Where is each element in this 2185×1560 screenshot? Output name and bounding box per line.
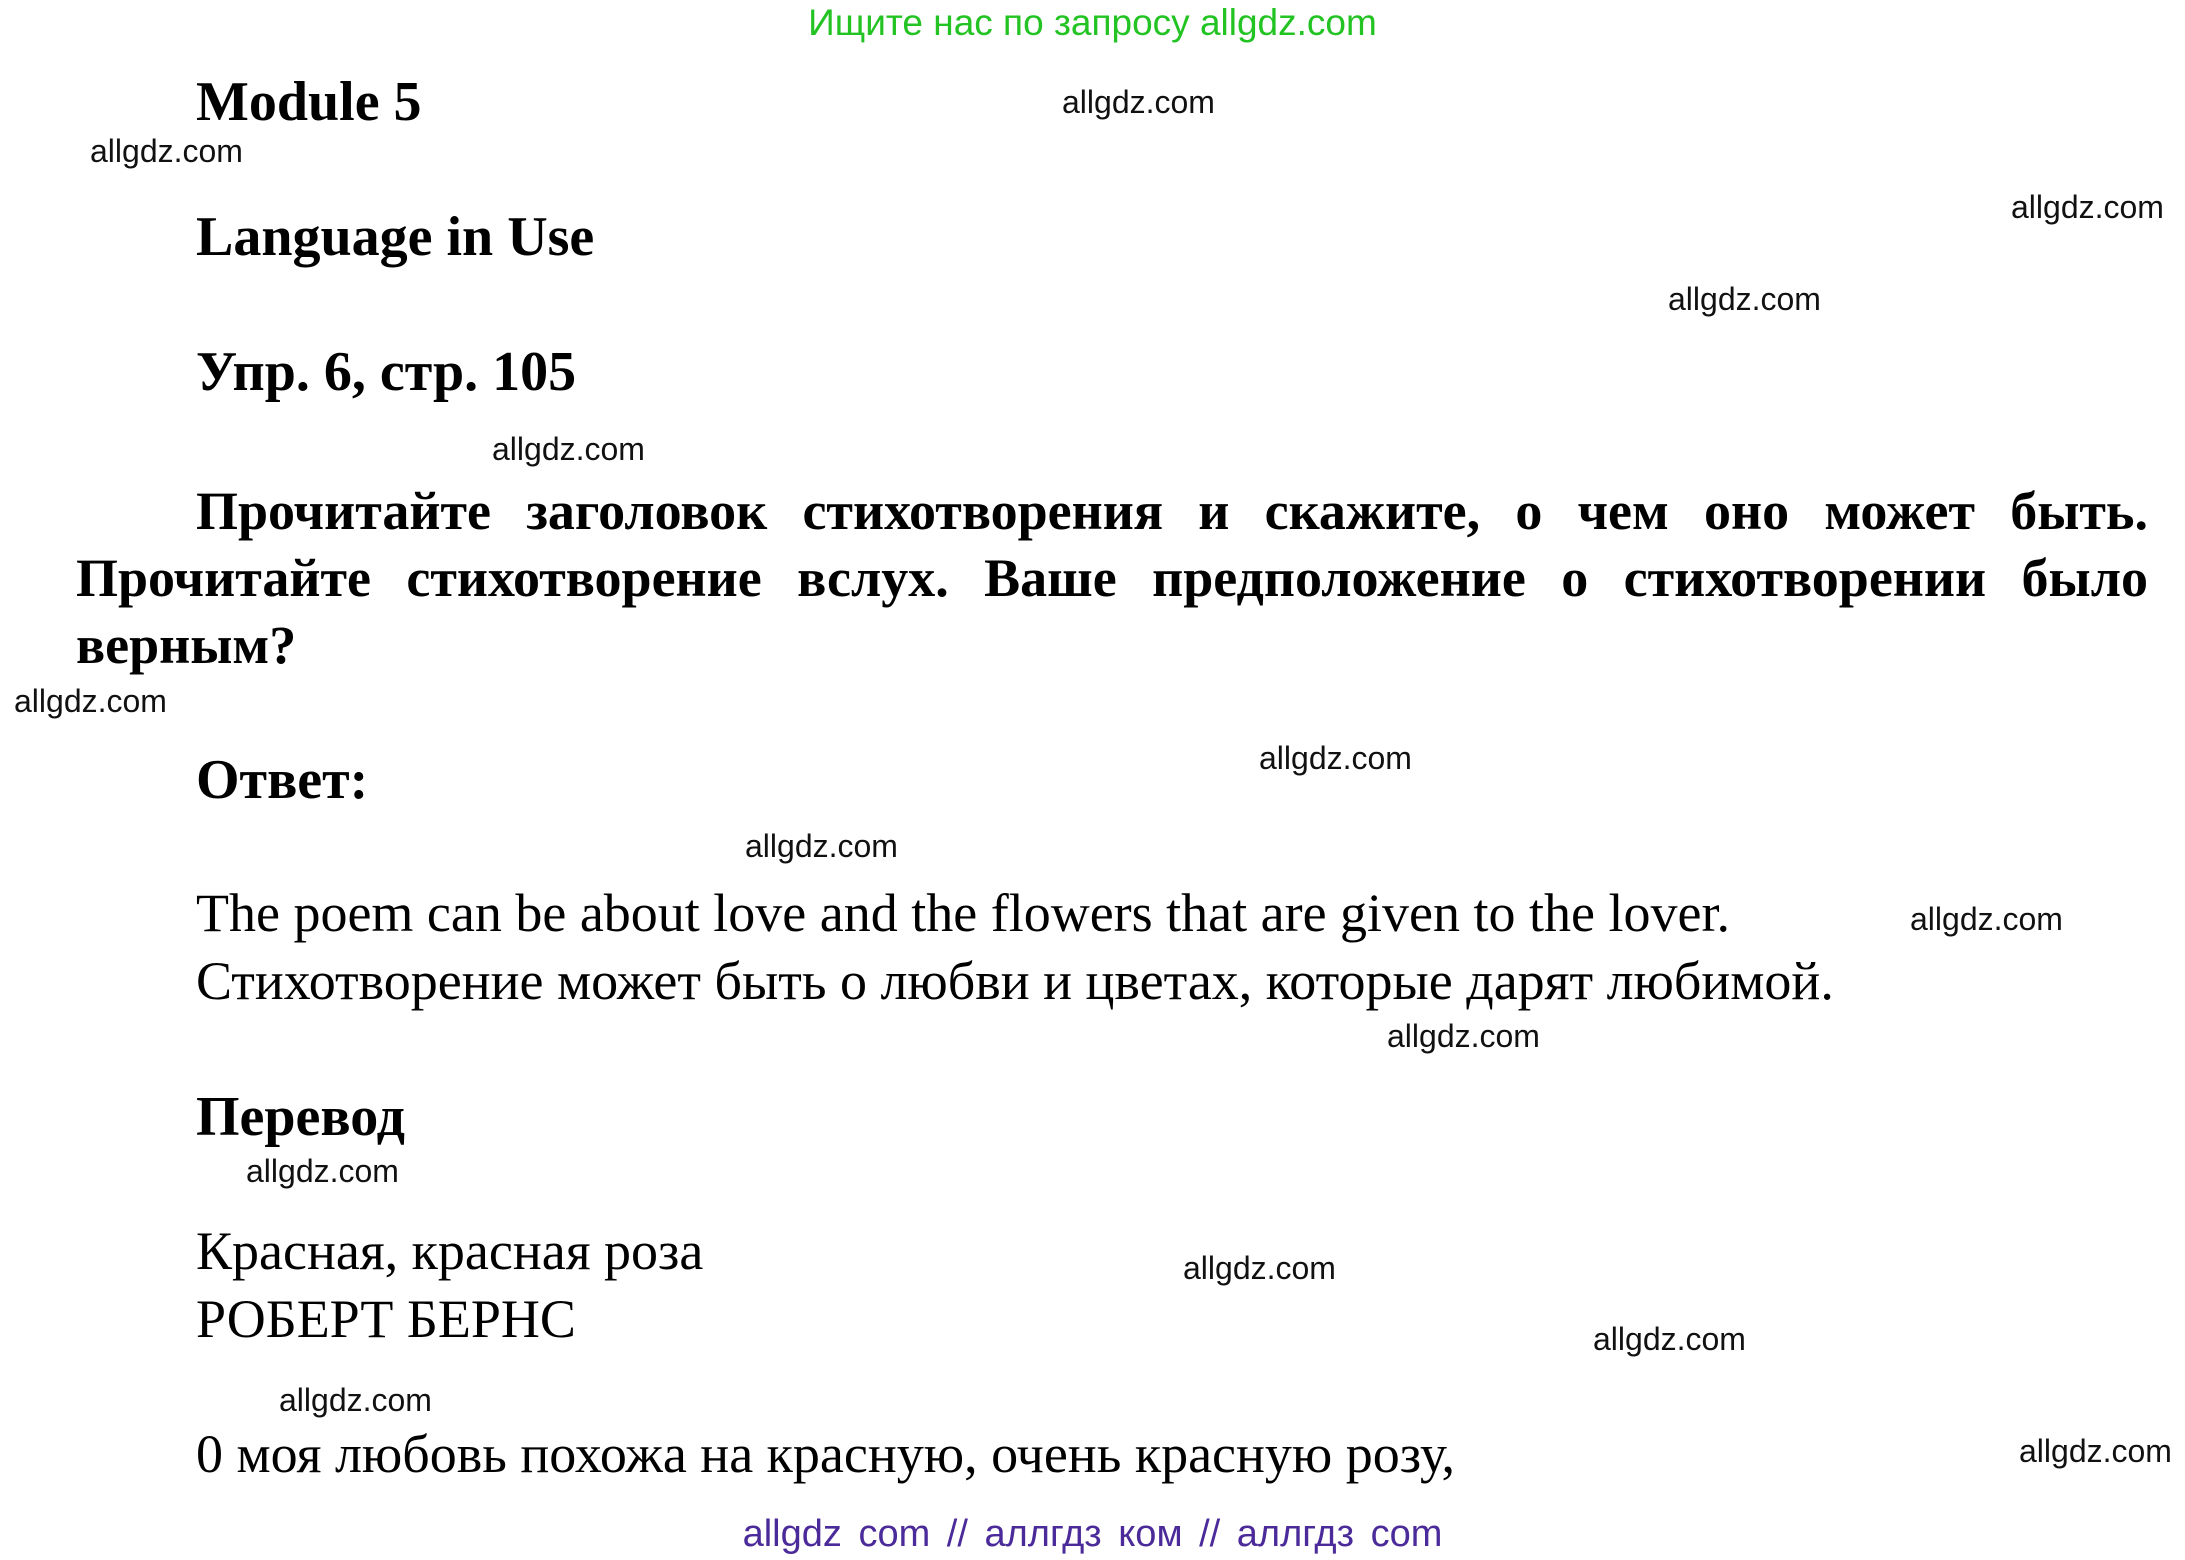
watermark: allgdz.com (1593, 1321, 1746, 1357)
watermark: allgdz.com (90, 133, 243, 169)
watermark: allgdz.com (1259, 740, 1412, 776)
poem-author: РОБЕРТ БЕРНС (196, 1289, 576, 1349)
watermark: allgdz.com (2019, 1433, 2172, 1469)
watermark: allgdz.com (2011, 189, 2164, 225)
watermark: allgdz.com (1387, 1018, 1540, 1054)
watermark: allgdz.com (1910, 901, 2063, 937)
exercise-reference: Упр. 6, стр. 105 (196, 341, 577, 403)
watermark: allgdz.com (745, 828, 898, 864)
top-banner: Ищите нас по запросу allgdz.com (808, 2, 1377, 43)
poem-title: Красная, красная роза (196, 1221, 704, 1281)
task-instructions: Прочитайте заголовок стихотворения и скажите, о чем оно может быть. Прочитайте стихотворение вслух. Ваше предположение о стихотворении было верным? (76, 481, 2148, 675)
module-title: Module 5 (196, 71, 422, 133)
answer-english: The poem can be about love and the flowers that are given to the lover. (196, 883, 1730, 943)
answer-russian: Стихотворение может быть о любви и цветах, которые дарят любимой. (196, 951, 1834, 1011)
poem-line: 0 моя любовь похожа на красную, очень красную розу, (196, 1424, 1456, 1484)
watermark: allgdz.com (246, 1153, 399, 1189)
watermark: allgdz.com (279, 1382, 432, 1418)
answer-label: Ответ: (196, 749, 369, 811)
bottom-banner: allgdz com // аллгдз ком // аллгдз com (742, 1513, 1443, 1555)
section-title: Language in Use (196, 206, 595, 268)
translation-label: Перевод (196, 1086, 405, 1148)
watermark: allgdz.com (14, 683, 167, 719)
watermark: allgdz.com (1668, 281, 1821, 317)
watermark: allgdz.com (1062, 84, 1215, 120)
watermark: allgdz.com (1183, 1250, 1336, 1286)
watermark: allgdz.com (492, 431, 645, 467)
